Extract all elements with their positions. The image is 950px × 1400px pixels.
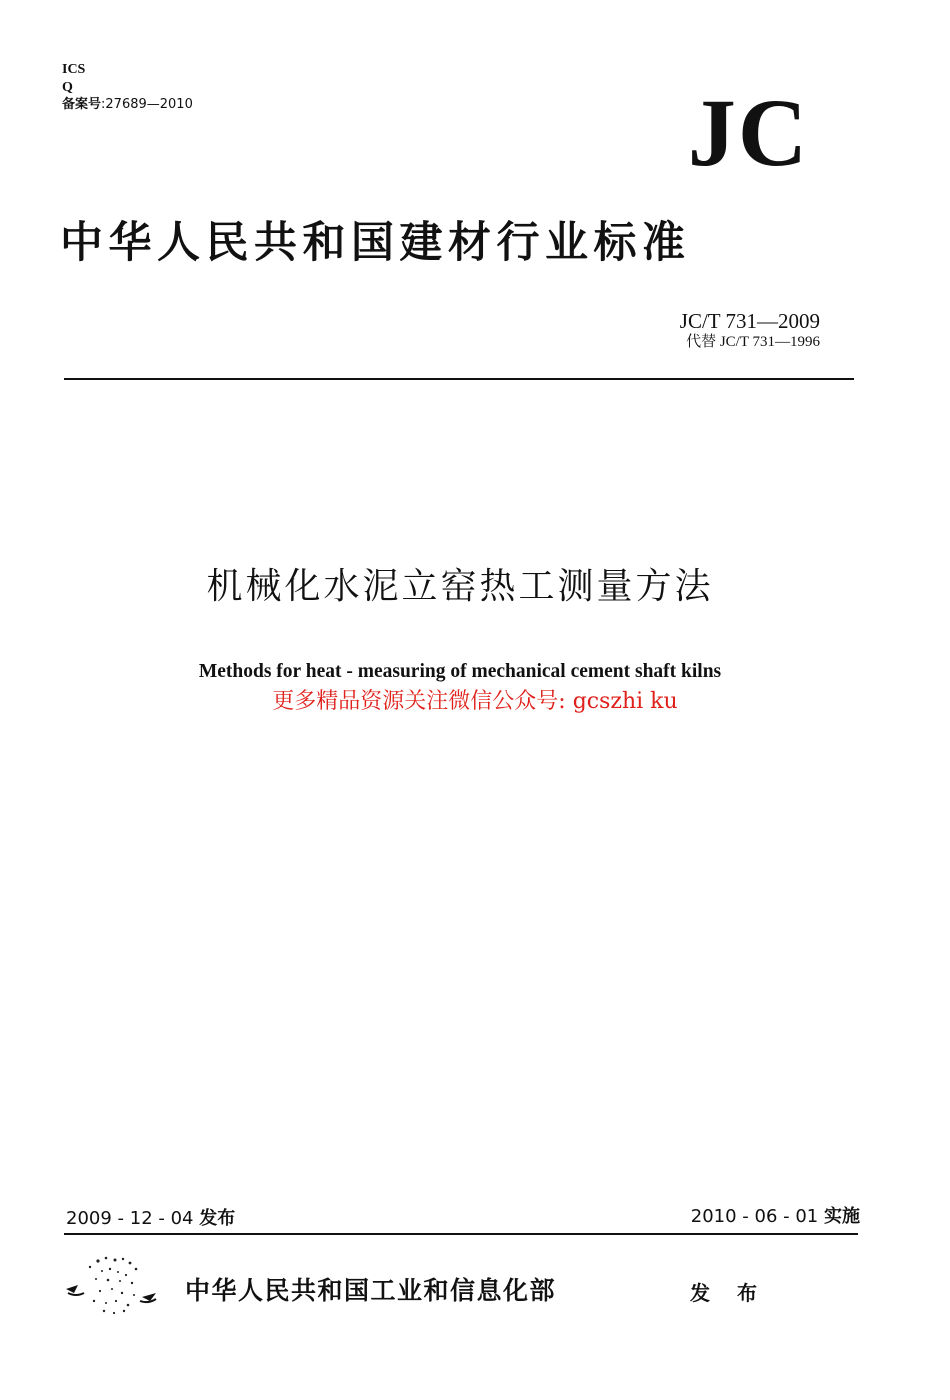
filing-number: :27689—2010 [101,97,193,112]
publish-label: 发 布 [690,1281,767,1305]
document-title-chinese: 机械化水泥立窑热工测量方法 [206,566,714,607]
issue-date [66,1207,235,1231]
document-title-english: Methods for heat - measuring of mechanical cement shaft kilns [198,661,722,682]
filing-label: 备案号 [62,97,102,112]
standard-type-heading: 中华人民共和国建材行业标准 [60,218,691,268]
official-seal-icon [60,1253,160,1317]
bottom-divider [64,1233,858,1235]
top-divider [64,378,854,380]
publisher-name: 中华人民共和国工业和信息化部 [185,1276,557,1305]
replaces-standard: 代替 JC/T 731—1996 [686,334,820,350]
filing-record [62,97,193,113]
jc-logo: JC [687,79,810,186]
ics-label: ICS [62,62,86,77]
issue-label: 发布 [199,1208,236,1229]
issue-date-value: 2009 - 12 - 04 [66,1208,194,1229]
category-code: Q [62,80,73,95]
standard-number: JC/T 731—2009 [679,309,820,333]
implement-date-value: 2010 - 06 - 01 [690,1206,819,1227]
implementation-date [560,1205,860,1229]
watermark-notice: 更多精品资源关注微信公众号: gcszhi ku [272,689,678,714]
implement-label: 实施 [824,1206,860,1227]
